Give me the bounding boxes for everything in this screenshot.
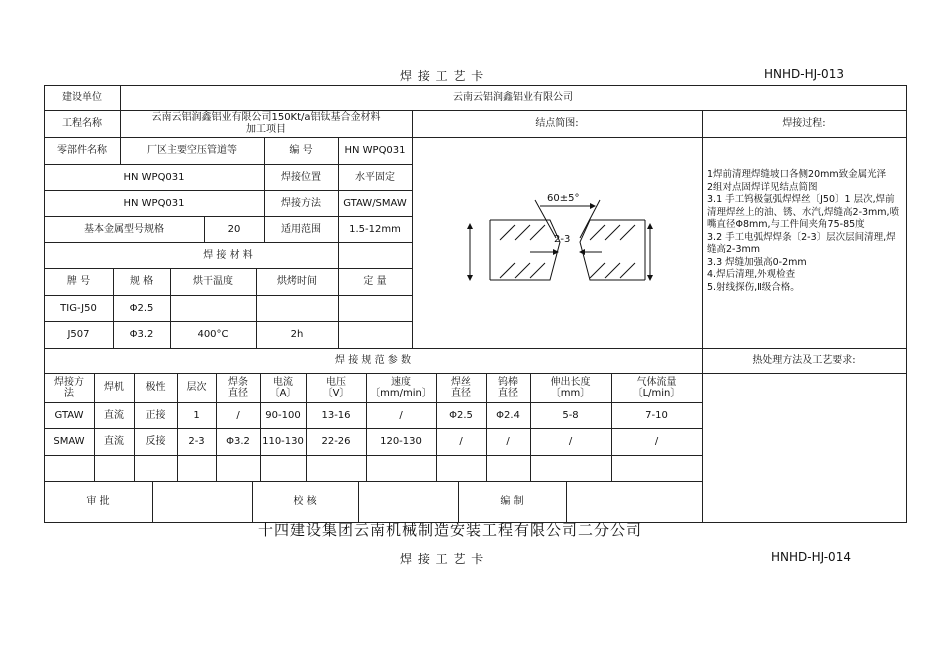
mat-cell — [338, 296, 412, 321]
build-unit-value: 云南云铝润鑫铝业有限公司 — [453, 92, 573, 103]
param-cell: 110-130 — [262, 436, 304, 447]
range-label: 适用范围 — [281, 223, 321, 235]
param-header-current: 电流 〔A〕 — [269, 377, 297, 399]
company-name: 十四建设集团云南机械制造安装工程有限公司二分公司 — [258, 521, 643, 539]
param-header-gas-flow: 气体流量 〔L/min〕 — [632, 377, 681, 399]
mat-header-quantity: 定 量 — [363, 276, 387, 287]
param-header-polarity: 极性 — [145, 382, 166, 393]
param-cell: SMAW — [53, 436, 85, 447]
param-header-rod-dia: 焊条 直径 — [228, 377, 248, 399]
compile-label: 编 制 — [500, 496, 524, 507]
param-header-machine: 焊机 — [104, 382, 124, 393]
check-label: 校 核 — [293, 496, 317, 507]
param-cell: 22-26 — [321, 436, 351, 447]
param-cell: 5-8 — [562, 409, 579, 421]
param-cell: 直流 — [104, 436, 124, 447]
param-cell: / — [399, 409, 403, 421]
sketch-layer-label: 2-3 — [554, 234, 571, 245]
base-metal-value: 20 — [227, 223, 241, 235]
param-cell: Φ3.2 — [226, 436, 250, 447]
mat-cell — [256, 296, 338, 321]
mat-cell: Φ3.2 — [129, 329, 154, 340]
mat-header-spec: 规 格 — [129, 276, 154, 287]
mat-header-bake-time: 烘烤时间 — [277, 276, 317, 287]
card-code-2: HNHD-HJ-014 — [771, 550, 851, 564]
mat-cell: 400°C — [197, 329, 229, 340]
number-label: 编 号 — [289, 145, 313, 156]
param-header-wire-dia: 焊丝 直径 — [451, 377, 471, 399]
param-cell: / — [654, 436, 659, 447]
mat-cell: TIG-J50 — [60, 302, 97, 314]
part-value: 厂区主要空压管道等 — [147, 145, 237, 156]
process-label: 焊接过程: — [782, 118, 826, 129]
param-header-method: 焊接方 法 — [54, 377, 84, 399]
param-cell: 90-100 — [265, 409, 301, 421]
param-cell: GTAW — [54, 409, 84, 421]
mat-header-grade: 牌 号 — [66, 276, 91, 287]
param-cell: 正接 — [145, 409, 166, 421]
mat-cell — [338, 322, 412, 348]
row-wpq-1: HN WPQ031 — [123, 171, 185, 183]
card-title: 焊 接 工 艺 卡 — [400, 69, 484, 83]
part-label: 零部件名称 — [57, 145, 107, 156]
mat-header-dry-temp: 烘干温度 — [193, 276, 233, 287]
param-header-speed: 速度 〔mm/min〕 — [370, 377, 432, 399]
sketch-angle-label: 60±5° — [547, 193, 580, 204]
param-cell: 7-10 — [645, 409, 668, 421]
process-steps: 1焊前清理焊缝坡口各侧20mm致金属光泽 2组对点固焊详见结点简图 3.1 手工钨极氩弧焊焊丝〔J50〕1 层次,焊前清理焊丝上的油、锈、水汽,焊缝高2-3mm,喷嘴直径Φ8mm,与工件间夹角75-85度 3.2 手工电弧焊焊条〔2-3〕层次层间清理,焊缝高2-3mm 3.3 焊缝加强高0-2mm 4.焊后清理,外观检查 5.射线探伤,Ⅱ级合格。 — [707, 169, 900, 293]
param-header-layer: 层次 — [186, 382, 207, 393]
param-cell: / — [459, 436, 463, 447]
param-cell: 120-130 — [380, 436, 422, 447]
position-value: 水平固定 — [355, 171, 395, 183]
mat-cell: 2h — [290, 329, 304, 340]
mat-cell: Φ2.5 — [129, 302, 154, 314]
sketch-label: 结点简图: — [535, 118, 579, 129]
param-cell: 2-3 — [188, 436, 205, 447]
card-title-2: 焊 接 工 艺 卡 — [400, 552, 484, 566]
card-code: HNHD-HJ-013 — [764, 67, 844, 81]
position-label: 焊接位置 — [281, 171, 321, 183]
param-cell: 1 — [193, 409, 200, 421]
project-value: 云南云铝润鑫铝业有限公司150Kt/a铝钛基合金材料 加工项目 — [151, 112, 381, 135]
number-value: HN WPQ031 — [344, 145, 406, 156]
base-metal-label: 基本金属型号规格 — [84, 223, 164, 235]
param-cell: 直流 — [104, 409, 124, 421]
mat-cell — [170, 296, 256, 321]
params-title: 焊 接 规 范 参 数 — [335, 355, 411, 366]
param-cell: 13-16 — [321, 409, 351, 421]
param-cell: Φ2.5 — [449, 409, 473, 421]
param-header-voltage: 电压 〔V〕 — [322, 377, 350, 399]
param-cell: Φ2.4 — [496, 409, 520, 421]
range-value: 1.5-12mm — [349, 223, 401, 235]
build-unit-label: 建设单位 — [62, 92, 102, 103]
row-wpq-2: HN WPQ031 — [123, 197, 185, 209]
approve-label: 审 批 — [86, 496, 110, 507]
method-value: GTAW/SMAW — [343, 197, 407, 209]
param-header-stickout: 伸出长度 〔mm〕 — [550, 377, 591, 399]
project-label: 工程名称 — [62, 118, 102, 129]
material-title: 焊 接 材 料 — [203, 249, 253, 261]
param-header-tungsten-dia: 钨棒 直径 — [498, 377, 518, 399]
heat-treatment-label: 热处理方法及工艺要求: — [752, 355, 856, 366]
param-cell: / — [236, 409, 240, 421]
mat-cell: J507 — [67, 329, 90, 340]
param-cell: / — [568, 436, 573, 447]
param-cell: / — [506, 436, 510, 447]
method-label: 焊接方法 — [281, 197, 321, 209]
param-cell: 反接 — [145, 436, 166, 447]
